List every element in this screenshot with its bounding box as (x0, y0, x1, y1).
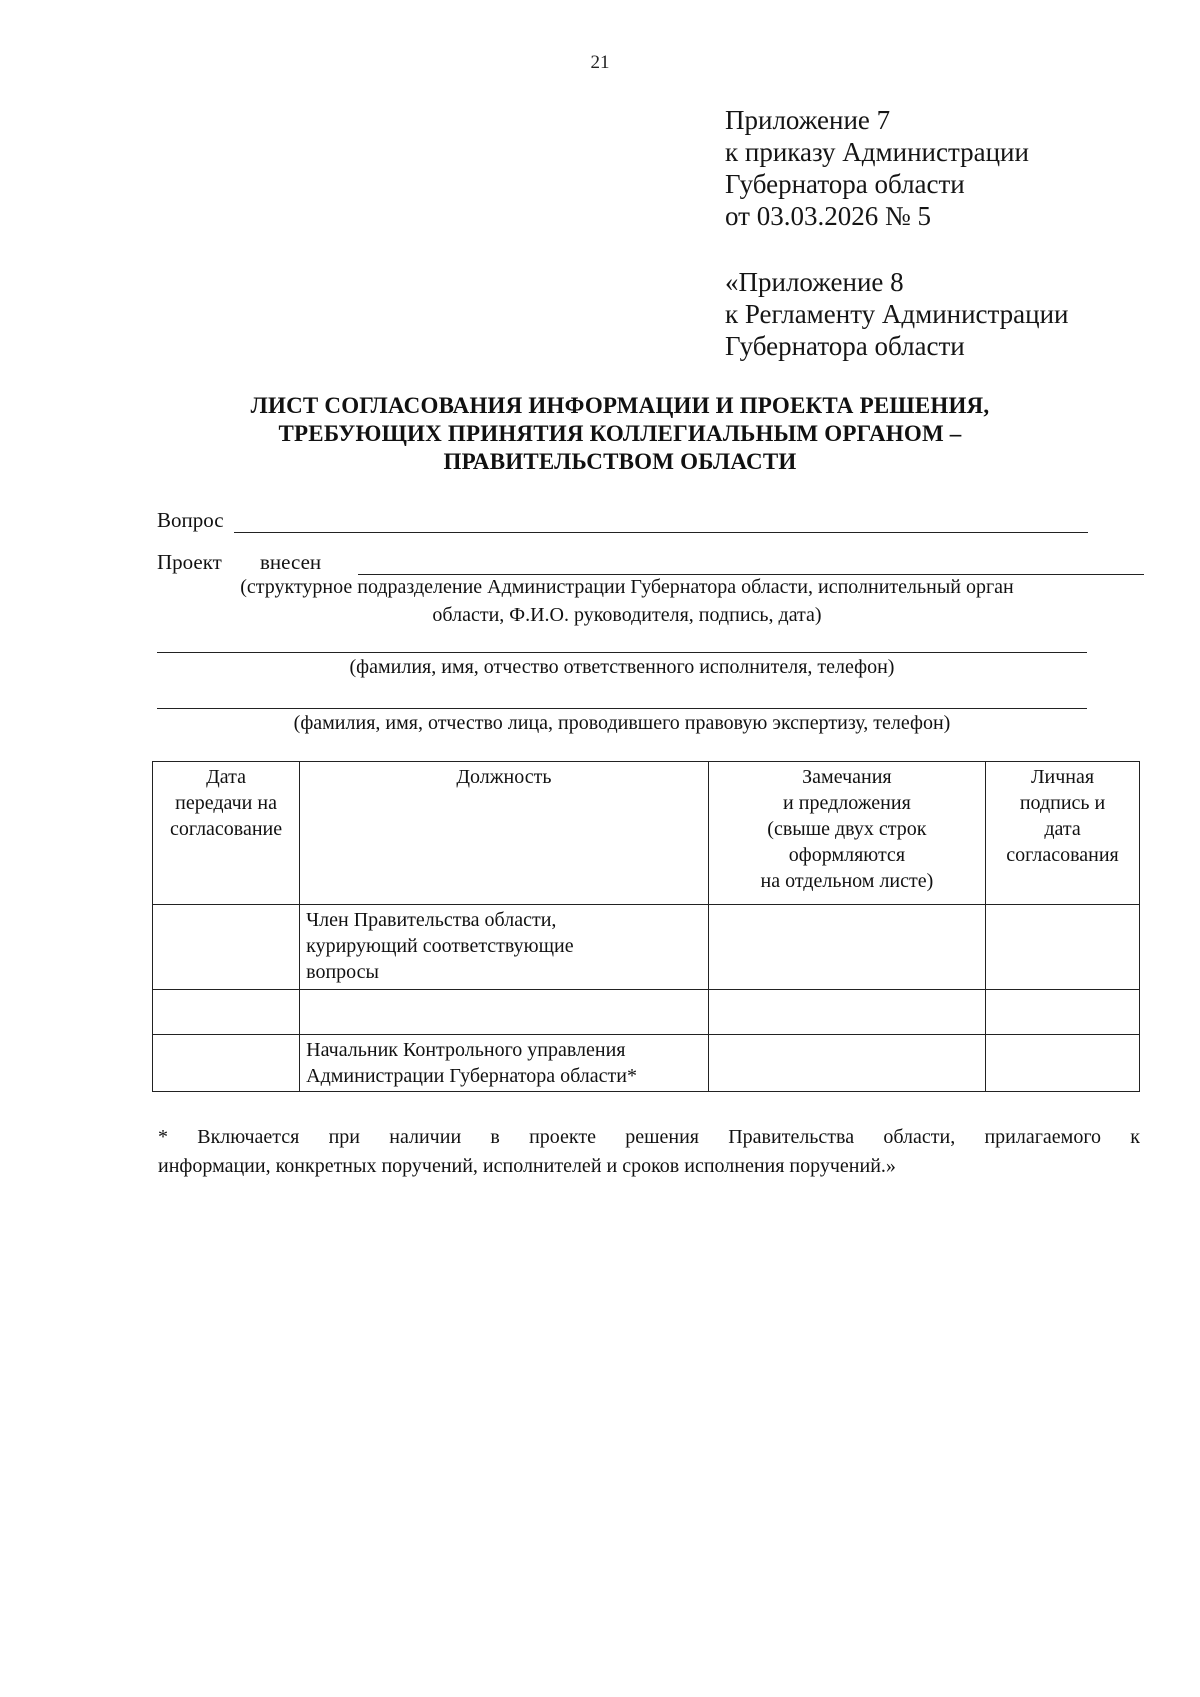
project-label-word-1: Проект (157, 550, 222, 574)
header-notes-line: (свыше двух строк (767, 818, 927, 840)
table-header-row (153, 762, 1140, 905)
project-label-word-2: внесен (260, 550, 322, 574)
appendix-8-line: «Приложение 8 (725, 267, 904, 297)
table-row (153, 905, 1140, 990)
expert-caption: (фамилия, имя, отчество лица, проводившего правовую экспертизу, телефон) (293, 712, 951, 734)
header-notes-line: Замечания (802, 766, 892, 788)
header-notes-line: и предложения (783, 792, 911, 814)
appendix-7-line: от 03.03.2026 № 5 (725, 201, 931, 231)
cell-signature[interactable] (986, 1035, 1140, 1092)
title-line: ПРАВИТЕЛЬСТВОМ ОБЛАСТИ (443, 449, 797, 474)
appendix-7-header (725, 104, 1029, 232)
header-signature-line: согласования (1006, 844, 1119, 866)
project-field-line[interactable] (358, 574, 1144, 575)
title-line: ТРЕБУЮЩИХ ПРИНЯТИЯ КОЛЛЕГИАЛЬНЫМ ОРГАНОМ – (278, 421, 962, 446)
table-row (153, 990, 1140, 1035)
cell-date[interactable] (153, 990, 300, 1035)
header-signature-line: дата (1044, 818, 1081, 840)
footnote-line: * Включается при наличии в проекте решения Правительства области, прилагаемого к (158, 1126, 1140, 1148)
table-row (153, 1035, 1140, 1092)
project-caption-line: области, Ф.И.О. руководителя, подпись, дата) (432, 604, 822, 626)
cell-date[interactable] (153, 905, 300, 990)
cell-position-line: курирующий соответствующие (306, 935, 574, 957)
header-notes-line: оформляются (788, 844, 906, 866)
header-date-line: Дата (206, 766, 246, 788)
executor-field-line[interactable] (157, 652, 1087, 653)
cell-signature[interactable] (986, 990, 1140, 1035)
header-notes-line: на отдельном листе) (760, 870, 934, 892)
header-date (153, 762, 300, 905)
executor-caption: (фамилия, имя, отчество ответственного исполнителя, телефон) (349, 656, 895, 678)
header-date-line: передачи на (175, 792, 277, 814)
footnote (158, 1123, 1140, 1181)
header-position (300, 762, 709, 905)
cell-position (300, 905, 709, 990)
cell-position-line: Начальник Контрольного управления (306, 1039, 626, 1061)
approval-table (152, 761, 1140, 1092)
question-label: Вопрос (157, 508, 224, 532)
cell-notes[interactable] (708, 990, 985, 1035)
cell-notes[interactable] (708, 905, 985, 990)
header-date-line: согласование (170, 818, 283, 840)
cell-position-line: Член Правительства области, (306, 909, 557, 931)
appendix-7-line: Приложение 7 (725, 105, 891, 135)
appendix-7-line: к приказу Администрации (725, 137, 1029, 167)
header-position-line: Должность (456, 766, 552, 788)
appendix-8-line: Губернатора области (725, 331, 965, 361)
project-caption-line: (структурное подразделение Администрации Губернатора области, исполнительный орган (240, 576, 1014, 598)
title-line: ЛИСТ СОГЛАСОВАНИЯ ИНФОРМАЦИИ И ПРОЕКТА РЕШЕНИЯ, (250, 393, 990, 418)
cell-position-line: вопросы (306, 961, 379, 983)
expert-field-line[interactable] (157, 708, 1087, 709)
cell-notes[interactable] (708, 1035, 985, 1092)
question-field-line[interactable] (234, 532, 1088, 533)
header-notes (708, 762, 985, 905)
page-number: 21 (590, 52, 610, 73)
header-signature-line: подпись и (1019, 792, 1106, 814)
cell-signature[interactable] (986, 905, 1140, 990)
appendix-8-header (725, 266, 1069, 362)
header-signature-line: Личная (1030, 766, 1095, 788)
appendix-7-line: Губернатора области (725, 169, 965, 199)
cell-date[interactable] (153, 1035, 300, 1092)
appendix-8-line: к Регламенту Администрации (725, 299, 1069, 329)
cell-position-line: Администрации Губернатора области* (306, 1065, 637, 1087)
header-signature (986, 762, 1140, 905)
cell-position (300, 1035, 709, 1092)
footnote-line: информации, конкретных поручений, исполнителей и сроков исполнения поручений.» (158, 1155, 896, 1177)
document-title (180, 392, 1060, 476)
cell-position[interactable] (300, 990, 709, 1035)
